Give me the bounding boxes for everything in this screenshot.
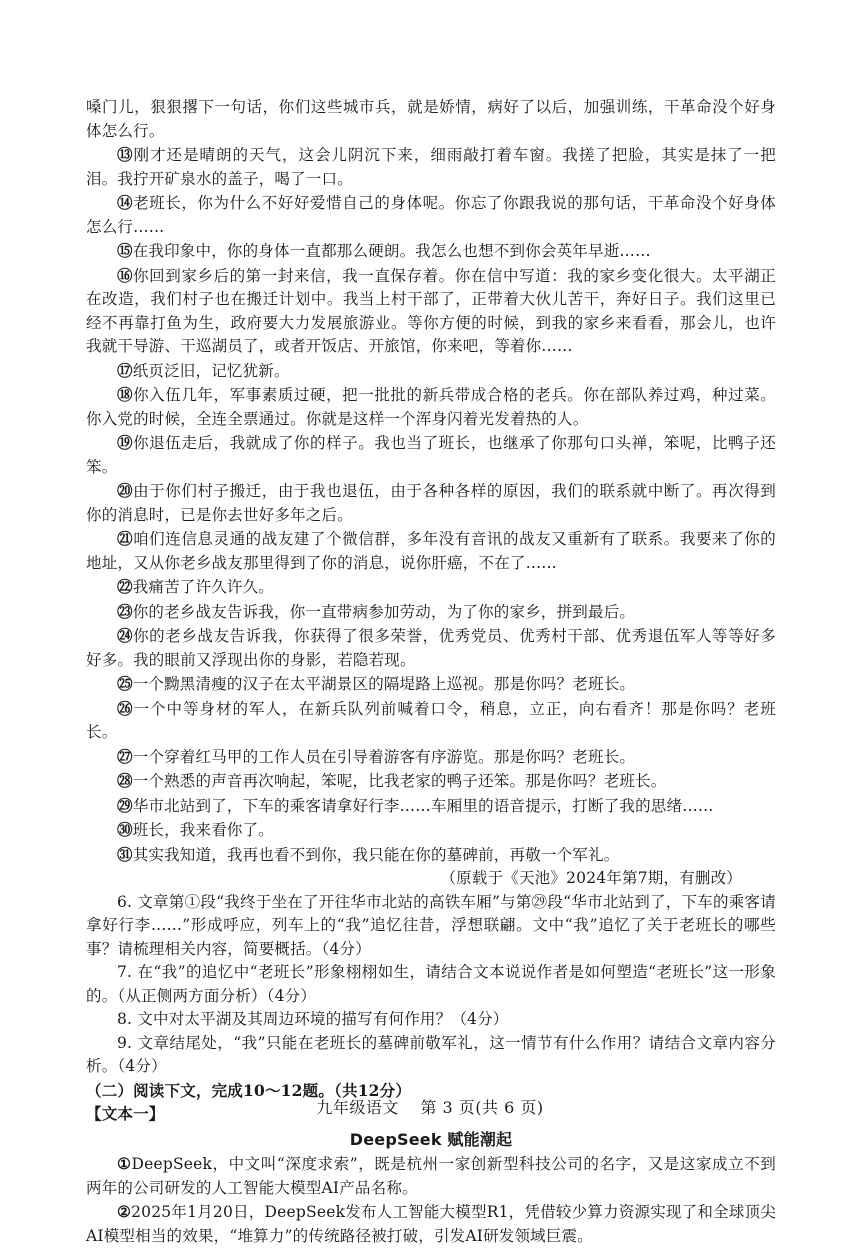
paragraph-text: 一个黝黑清瘦的汉子在太平湖景区的隔堤路上巡视。那是你吗？老班长。 xyxy=(132,675,636,693)
story-paragraph xyxy=(86,818,776,843)
paragraph-text: 华市北站到了，下车的乘客请拿好行李……车厢里的语音提示，打断了我的思绪…… xyxy=(132,796,714,815)
question-item: 6. 文章第①段“我终于坐在了开往华市北站的高铁车厢”与第㉙段“华市北站到了，下车的乘客请拿好行李……”形成呼应，列车上的“我”追忆往昔，浮想联翩。文中“我”追忆了关于老班长的哪些事？请梳理相关内容，简要概括。（4分） xyxy=(86,892,776,958)
question-item: 8. 文中对太平湖及其周边环境的描写有何作用？（4分） xyxy=(117,1010,509,1028)
paragraph-text: 你回到家乡后的第一封来信，我一直保存着。你在信中写道：我的家乡变化很大。太平湖正在改造，我们村子也在搬迁计划中。我当上村干部了，正带着大伙儿苦干，奔好日子。我们这里已经不再靠打鱼为生，政府要大力发展旅游业。等你方便的时候，到我的家乡来看看，那会儿，也许我就干导游、干巡湖员了，或者开饭店、开旅馆，你来吧，等着你…… xyxy=(86,266,776,355)
question-item: 7. 在“我”的追忆中“老班长”形象栩栩如生，请结合文本说说作者是如何塑造“老班长”这一形象的。（从正侧两方面分析）（4分） xyxy=(86,963,776,1005)
story-paragraph xyxy=(86,600,776,625)
paragraph-text: 你退伍走后，我就成了你的样子。我也当了班长，也继承了你那句口头禅，笨呢，比鸭子还笨。 xyxy=(86,434,776,476)
story-paragraph xyxy=(86,575,776,600)
article-paragraph xyxy=(86,1200,776,1248)
story-paragraph xyxy=(86,264,776,359)
paragraph-text: 在我印象中，你的身体一直都那么硬朗。我怎么也想不到你会英年早逝…… xyxy=(132,242,651,260)
section-two-heading: （二）阅读下文，完成10～12题。（共12分） xyxy=(86,1080,412,1100)
story-paragraph xyxy=(86,745,776,770)
story-paragraph xyxy=(86,191,776,239)
story-paragraph xyxy=(86,769,776,794)
footer-subject: 九年级语文 xyxy=(316,1098,399,1117)
story-source: （原载于《天池》2024年第7期，有删改） xyxy=(440,869,742,887)
paragraph-number: ㉗ xyxy=(117,746,133,766)
story-paragraph xyxy=(86,96,776,143)
story-paragraph xyxy=(86,624,776,672)
story-paragraph xyxy=(86,143,776,191)
paragraph-number: ㉒ xyxy=(117,577,133,596)
paragraph-number: ⑳ xyxy=(117,481,134,500)
paragraph-number: ⑰ xyxy=(117,360,133,380)
article-paragraph xyxy=(86,1152,776,1200)
paragraph-text: 一个中等身材的军人，在新兵队列前喊着口令，稍息，立正，向右看齐！那是你吗？老班长。 xyxy=(86,699,776,741)
paragraph-number: ⑯ xyxy=(117,265,134,285)
footer-page-number: 第 3 页(共 6 页) xyxy=(420,1098,544,1117)
article-title: DeepSeek 赋能潮起 xyxy=(349,1129,513,1149)
paragraph-number: ⑬ xyxy=(117,145,134,164)
story-paragraph xyxy=(86,359,776,384)
paragraph-number: ⑲ xyxy=(117,433,134,452)
story-paragraph xyxy=(86,431,776,479)
paragraph-text: 嗓门儿，狠狠撂下一句话，你们这些城市兵，就是娇情，病好了以后，加强训练，干革命没个好身体怎么行。 xyxy=(86,98,776,140)
paragraph-number: ㉕ xyxy=(117,674,133,693)
story-paragraph xyxy=(86,697,776,745)
story-paragraph xyxy=(86,383,776,431)
paragraph-number: ㉑ xyxy=(117,529,134,548)
paragraph-number: ㉓ xyxy=(117,601,133,621)
paragraph-number: ⑱ xyxy=(117,385,134,404)
paragraph-text: 一个熟悉的声音再次响起，笨呢，比我老家的鸭子还笨。那是你吗？老班长。 xyxy=(132,772,667,790)
paragraph-text: DeepSeek，中文叫“深度求索”，既是杭州一家创新型科技公司的名字，又是这家成立不到两年的公司研发的人工智能大模型AI产品名称。 xyxy=(86,1155,776,1197)
text-one-label: 【文本一】 xyxy=(86,1104,165,1123)
page-footer xyxy=(0,1095,860,1118)
paragraph-text: 班长，我来看你了。 xyxy=(132,821,275,839)
paragraph-text: 你的老乡战友告诉我，你一直带病参加劳动，为了你的家乡，拼到最后。 xyxy=(132,602,636,621)
article-section xyxy=(86,1152,776,1248)
paragraph-text: 其实我知道，我再也看不到你，我只能在你的墓碑前，再敬一个军礼。 xyxy=(132,845,620,864)
paragraph-number: ② xyxy=(117,1202,132,1221)
paragraph-text: 纸页泛旧，记忆犹新。 xyxy=(132,361,290,380)
paragraph-text: 由于你们村子搬迁，由于我也退伍，由于各种各样的原因，我们的联系就中断了。再次得到你的消息时，已是你去世好多年之后。 xyxy=(86,482,776,524)
paragraph-text: 你入伍几年，军事素质过硬，把一批批的新兵带成合格的老兵。你在部队养过鸡，种过菜。你入党的时候，全连全票通过。你就是这样一个浑身闪着光发着热的人。 xyxy=(86,386,776,428)
paragraph-number: ㉚ xyxy=(117,820,133,839)
exam-page xyxy=(86,96,776,1248)
story-section xyxy=(86,96,776,867)
question-item: 9. 文章结尾处，“我”只能在老班长的墓碑前敬军礼，这一情节有什么作用？请结合文章内容分析。（4分） xyxy=(86,1033,776,1075)
story-paragraph xyxy=(86,794,776,819)
story-paragraph xyxy=(86,239,776,264)
paragraph-text: 咱们连信息灵通的战友建了个微信群，多年没有音讯的战友又重新有了联系。我要来了你的地址，又从你老乡战友那里得到了你的消息，说你肝癌，不在了…… xyxy=(86,530,776,572)
paragraph-number: ㉖ xyxy=(117,698,134,718)
story-paragraph xyxy=(86,843,776,868)
paragraph-number: ① xyxy=(117,1154,132,1173)
paragraph-number: ㉙ xyxy=(117,795,133,815)
paragraph-number: ㉔ xyxy=(117,626,134,645)
paragraph-text: 2025年1月20日，DeepSeek发布人工智能大模型R1，凭借较少算力资源实现了和全球顶尖AI模型相当的效果，“堆算力”的传统路径被打破，引发AI研发领域巨震。 xyxy=(86,1203,776,1245)
paragraph-text: 你的老乡战友告诉我，你获得了很多荣誉，优秀党员、优秀村干部、优秀退伍军人等等好多好多。我的眼前又浮现出你的身影，若隐若现。 xyxy=(86,627,776,669)
paragraph-number: ⑭ xyxy=(117,193,134,212)
story-paragraph xyxy=(86,527,776,575)
paragraph-number: ㉘ xyxy=(117,771,133,790)
paragraph-number: ㉛ xyxy=(117,844,133,864)
paragraph-text: 老班长，你为什么不好好爱惜自己的身体呢。你忘了你跟我说的那句话，干革命没个好身体怎么行…… xyxy=(86,194,776,236)
paragraph-text: 一个穿着红马甲的工作人员在引导着游客有序游览。那是你吗？老班长。 xyxy=(132,747,636,766)
story-paragraph xyxy=(86,479,776,527)
questions-section xyxy=(86,891,776,1079)
story-paragraph xyxy=(86,672,776,697)
paragraph-text: 我痛苦了许久许久。 xyxy=(132,578,275,596)
paragraph-number: ⑮ xyxy=(117,241,133,260)
paragraph-text: 刚才还是晴朗的天气，这会儿阴沉下来，细雨敲打着车窗。我搓了把脸，其实是抹了一把泪。我拧开矿泉水的盖子，喝了一口。 xyxy=(86,146,776,188)
